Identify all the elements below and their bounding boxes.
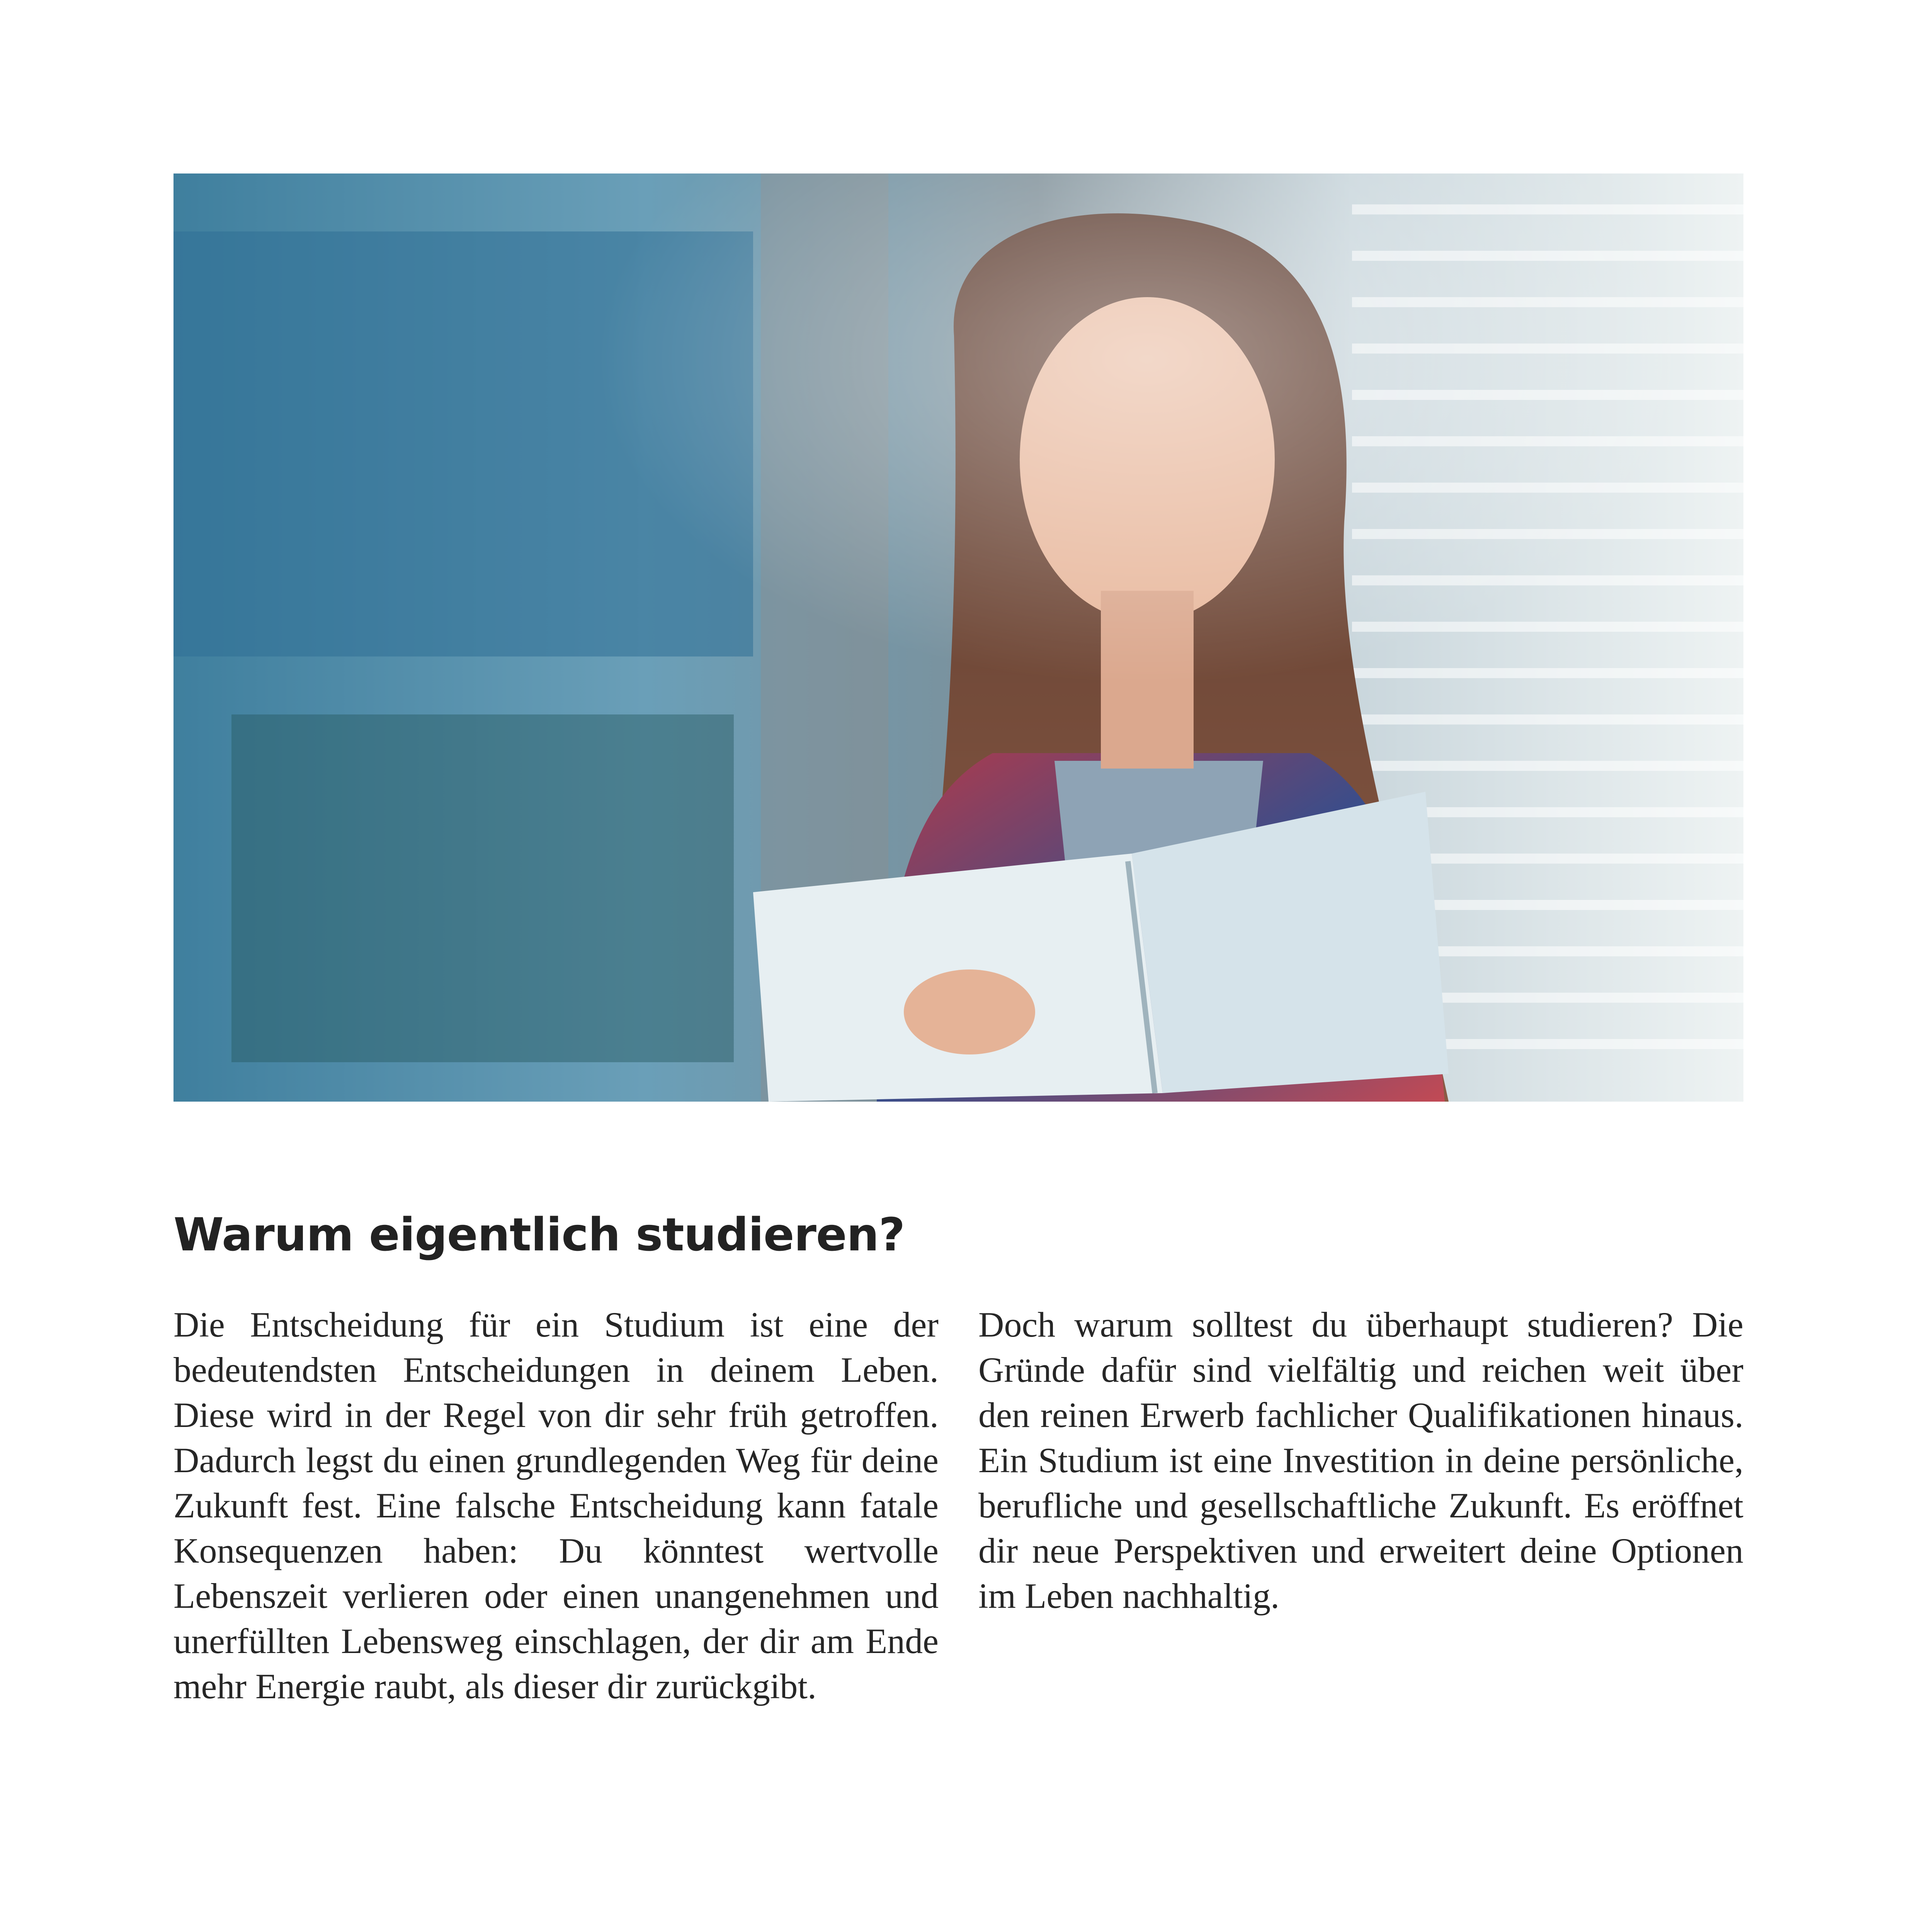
body-paragraph-right: Doch warum solltest du überhaupt studieren? Die Gründe dafür sind vielfältig und reichen weit über den reinen Erwerb fachlicher Qualifikationen hinaus. Ein Studium ist eine Investition in deine persönliche, berufliche und gesellschaftliche Zukunft. Es eröffnet dir neue Perspektiven und erweitert deine Optionen im Leben nachhaltig. [978,1305,1743,1616]
hero-photo [173,173,1743,1102]
hero-photo-illustration [173,173,1743,1102]
body-paragraph-left: Die Entscheidung für ein Studium ist eine der bedeutendsten Entscheidungen in deinem Leben. Diese wird in der Regel von dir sehr früh getroffen. Dadurch legst du einen grundlegenden Weg für deine Zukunft fest. Eine falsche Entscheidung kann fatale Konsequenzen haben: Du könntest wertvolle Lebenszeit verlieren oder einen unangenehmen und unerfüllten Lebensweg einschlagen, der dir am Ende mehr Energie raubt, als dieser dir zurückgibt. [173,1305,939,1706]
article-headline: Warum eigentlich studieren? [173,1208,905,1261]
